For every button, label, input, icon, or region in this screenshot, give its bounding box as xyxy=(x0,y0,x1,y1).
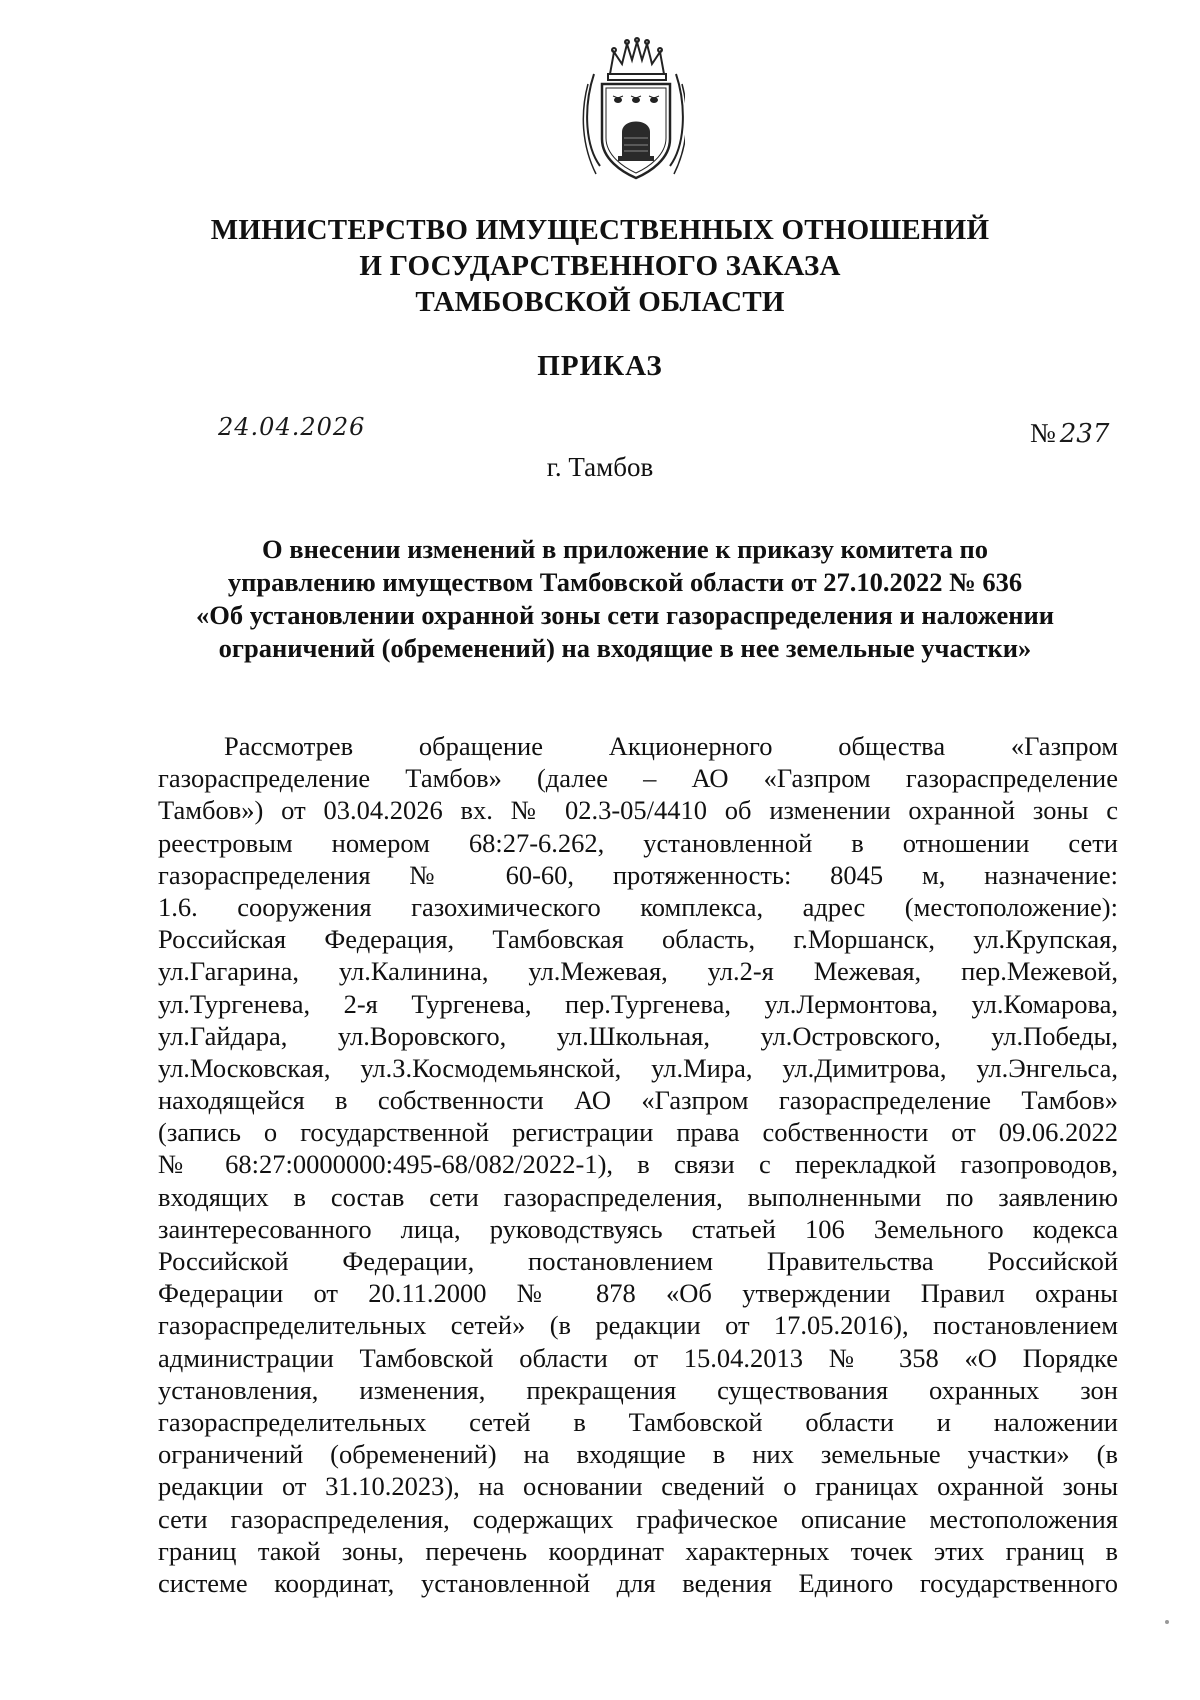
number-symbol: № xyxy=(1030,418,1056,448)
subject-line: О внесении изменений в приложение к приказу комитета по xyxy=(262,534,988,564)
body-line: заинтересованного лица, руководствуясь статьей 106 Земельного кодекса xyxy=(158,1213,1118,1244)
coat-of-arms-icon xyxy=(580,34,685,184)
ministry-line-3: ТАМБОВСКОЙ ОБЛАСТИ xyxy=(415,286,785,318)
handwritten-number: 237 xyxy=(1059,419,1110,449)
body-line: 1.6. сооружения газохимического комплекса, адрес (местоположение): xyxy=(158,891,1118,922)
ministry-line-2: И ГОСУДАРСТВЕННОГО ЗАКАЗА xyxy=(359,250,841,282)
body-line: установления, изменения, прекращения существования охранных зон xyxy=(158,1374,1118,1405)
ministry-line-1: МИНИСТЕРСТВО ИМУЩЕСТВЕННЫХ ОТНОШЕНИЙ xyxy=(210,214,990,246)
body-line: Рассмотрев обращение Акционерного общества «Газпром xyxy=(224,731,1118,761)
body-line: Федерации от 20.11.2000 № 878 «Об утверждении Правил охраны xyxy=(158,1278,1118,1309)
body-line: находящейся в собственности АО «Газпром газораспределение Тамбов» xyxy=(158,1085,1118,1116)
city-name: г. Тамбов xyxy=(546,452,654,482)
order-body-paragraph xyxy=(158,730,1118,1599)
document-type-title: ПРИКАЗ xyxy=(537,350,663,382)
body-line: (запись о государственной регистрации права собственности от 09.06.2022 xyxy=(158,1117,1118,1148)
body-line: газораспределительных сетей» (в редакции от 17.05.2016), постановлением xyxy=(158,1310,1118,1341)
body-line: Тамбов») от 03.04.2026 вх. № 02.3-05/4410 об изменении охранной зоны с xyxy=(158,795,1118,826)
scan-speck xyxy=(1165,1620,1169,1624)
body-line: Российская Федерация, Тамбовская область, г.Моршанск, ул.Крупская, xyxy=(158,924,1118,955)
body-line: системе координат, установленной для ведения Единого государственного xyxy=(158,1567,1118,1598)
subject-line: «Об установлении охранной зоны сети газораспределения и наложении xyxy=(195,600,1055,630)
body-line: ограничений (обременений) на входящие в них земельные участки» (в xyxy=(158,1439,1118,1470)
subject-line: ограничений (обременений) на входящие в нее земельные участки» xyxy=(218,633,1032,663)
body-line: Российской Федерации, постановлением Правительства Российской xyxy=(158,1246,1118,1276)
body-line: администрации Тамбовской области от 15.04.2013 № 358 «О Порядке xyxy=(158,1342,1118,1373)
body-line: газораспределение Тамбов» (далее – АО «Газпром газораспределение xyxy=(158,763,1118,794)
body-line: газораспределительных сетей в Тамбовской области и наложении xyxy=(158,1406,1118,1437)
body-line: реестровым номером 68:27-6.262, установленной в отношении сети xyxy=(158,827,1118,858)
body-line: № 68:27:0000000:495-68/082/2022-1), в связи с перекладкой газопроводов, xyxy=(158,1149,1118,1180)
body-line: ул.Гагарина, ул.Калинина, ул.Межевая, ул.2-я Межевая, пер.Межевой, xyxy=(158,956,1118,987)
body-line: газораспределения № 60-60, протяженность: 8045 м, назначение: xyxy=(158,859,1118,890)
order-number xyxy=(1030,418,1109,449)
subject-line: управлению имуществом Тамбовской области от 27.10.2022 № 636 xyxy=(227,567,1023,597)
body-line: ул.Московская, ул.З.Космодемьянской, ул.Мира, ул.Димитрова, ул.Энгельса, xyxy=(158,1052,1118,1083)
body-line: ул.Тургенева, 2-я Тургенева, пер.Тургенева, ул.Лермонтова, ул.Комарова, xyxy=(158,988,1118,1019)
body-line: сети газораспределения, содержащих графическое описание местоположения xyxy=(158,1503,1118,1534)
body-line: редакции от 31.10.2023), на основании сведений о границах охранной зоны xyxy=(158,1471,1118,1502)
body-line: входящих в состав сети газораспределения, выполненными по заявлению xyxy=(158,1181,1118,1212)
handwritten-date: 24.04.2026 xyxy=(218,413,366,441)
body-line: ул.Гайдара, ул.Воровского, ул.Школьная, ул.Островского, ул.Победы, xyxy=(158,1020,1118,1051)
ministry-name xyxy=(150,212,1050,320)
order-subject xyxy=(160,533,1090,665)
body-line: границ такой зоны, перечень координат характерных точек этих границ в xyxy=(158,1535,1118,1566)
